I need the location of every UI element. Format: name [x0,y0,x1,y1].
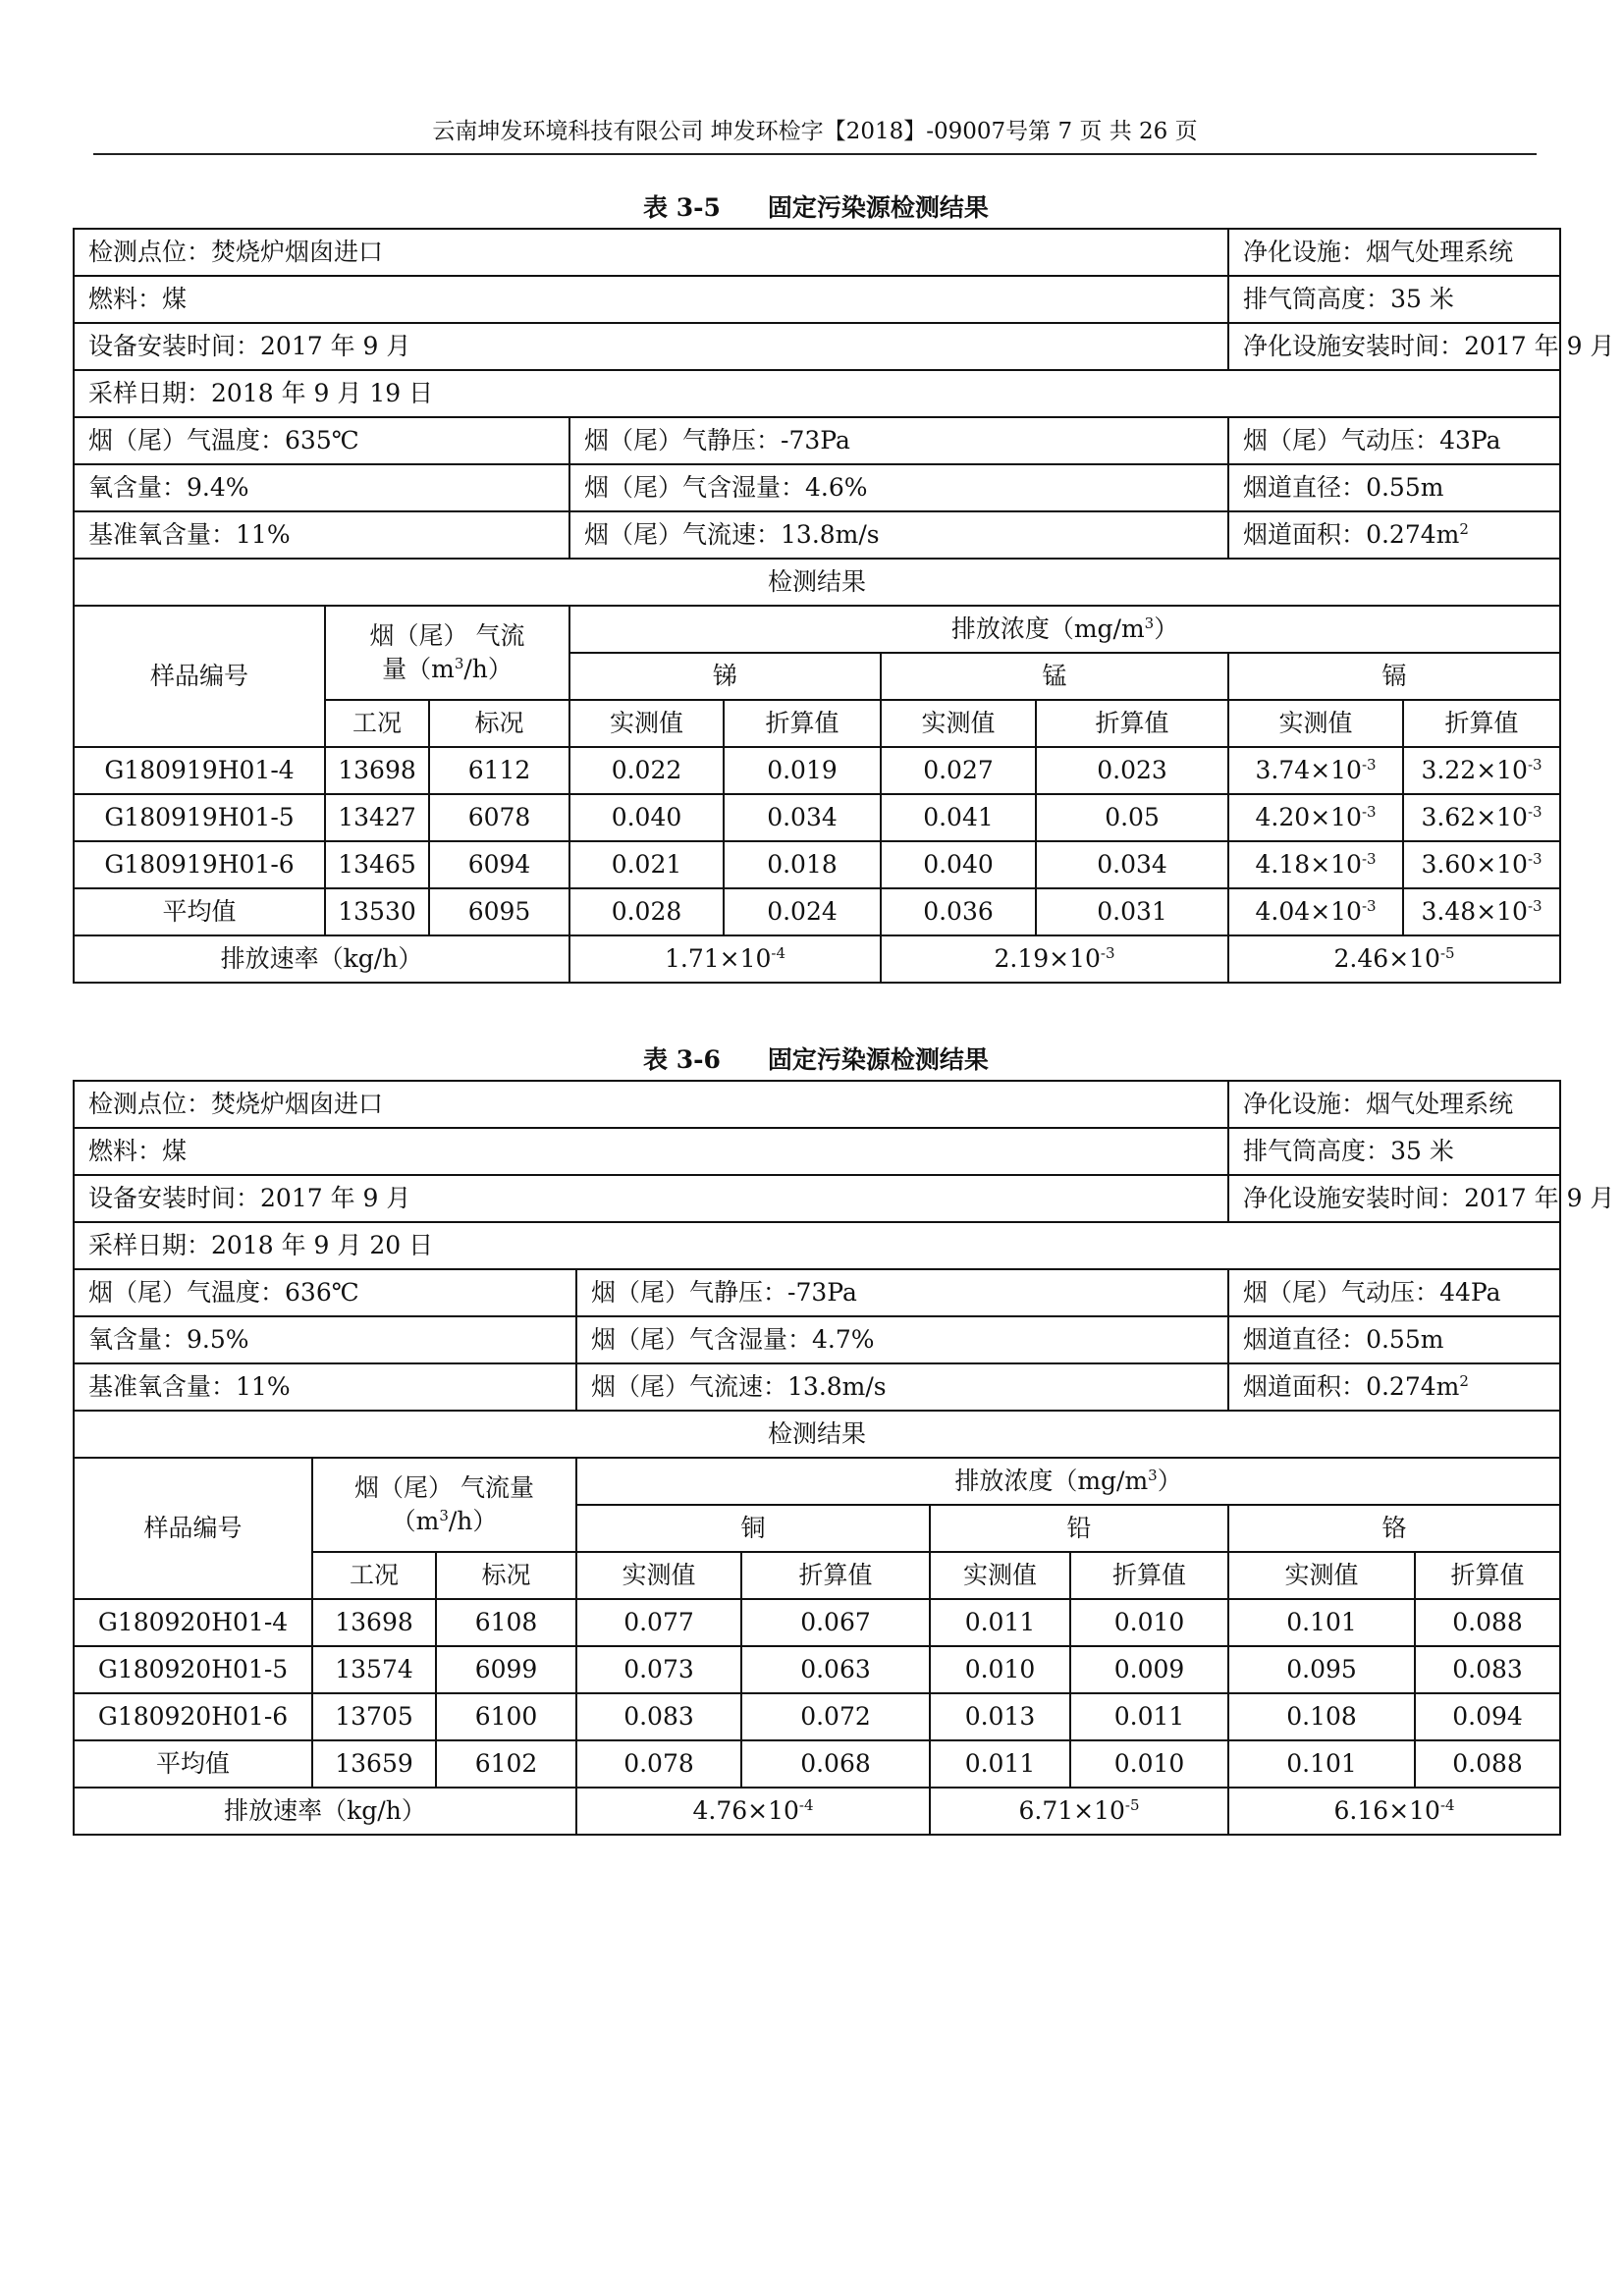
converted-value: 0.034 [724,794,881,841]
gas-temperature: 635℃ [285,426,359,454]
col-header-measured: 实测值 [1228,1552,1415,1599]
gas-velocity: 13.8m/s [787,1372,887,1401]
converted-value: 0.088 [1415,1740,1560,1788]
measured-value: 0.108 [1228,1693,1415,1740]
info-cell: 设备安装时间：2017 年 9 月 [74,323,1228,370]
rate-row [74,1788,1560,1835]
emission-rate: $2.19\times 10^{-3}$ [881,935,1228,983]
table-caption [73,1042,1559,1078]
converted-value: 0.010 [1070,1599,1228,1646]
measured-value: $3.74\times 10^{-3}$ [1228,747,1403,794]
sampling-date: 2018 年 9 月 20 日 [211,1231,434,1259]
dynamic-pressure: 43Pa [1439,426,1501,454]
flow-standard: 6100 [436,1693,576,1740]
table-row [74,747,1560,794]
info-cell: 烟（尾）气含湿量：4.6% [569,464,1228,511]
table-row [74,1646,1560,1693]
converted-value: 0.019 [724,747,881,794]
equipment-install-time: 2017 年 9 月 [260,332,411,360]
measured-value: 0.010 [930,1646,1070,1693]
col-header-flow: 烟（尾） 气流量 $(m^3/h)$ [312,1458,576,1552]
reference-oxygen: 11% [236,1372,291,1401]
flow-working: 13698 [325,747,429,794]
info-cell: 燃料：煤 [74,1128,1228,1175]
col-header-sample-no: 样品编号 [74,606,325,747]
sample-id: G180919H01-6 [74,841,325,888]
converted-value: 0.05 [1036,794,1228,841]
col-header-measured: 实测值 [569,700,724,747]
col-header-converted: 折算值 [1070,1552,1228,1599]
measured-value: 0.101 [1228,1599,1415,1646]
flow-standard: 6112 [429,747,569,794]
info-cell: 基准氧含量：11% [74,1363,576,1411]
dynamic-pressure: 44Pa [1439,1278,1501,1307]
stack-height: 35 米 [1390,285,1454,313]
flow-standard: 6102 [436,1740,576,1788]
metal-header: 锑 [569,653,881,700]
average-label: 平均值 [74,888,325,935]
measured-value: $4.04\times 10^{-3}$ [1228,888,1403,935]
col-header-standard: 标况 [436,1552,576,1599]
oxygen-content: 9.5% [187,1325,249,1354]
static-pressure: -73Pa [787,1278,857,1307]
info-cell: 采样日期：2018 年 9 月 20 日 [74,1222,1560,1269]
measured-value: 0.078 [576,1740,741,1788]
page-header: 云南坤发环境科技有限公司 坤发环检字【2018】-09007号第 7 页 共 26 页 [93,110,1537,155]
info-cell: 排气筒高度：35 米 [1228,1128,1560,1175]
measured-value: 0.040 [881,841,1036,888]
average-row [74,888,1560,935]
equipment-install-time: 2017 年 9 月 [260,1184,411,1212]
purification-facility: 烟气处理系统 [1366,238,1514,266]
col-header-standard: 标况 [429,700,569,747]
measured-value: 0.022 [569,747,724,794]
info-cell: 设备安装时间：2017 年 9 月 [74,1175,1228,1222]
table-number: 表 3-6 [643,1045,721,1074]
col-header-concentration: 排放浓度$(mg/m^3)$ [576,1458,1560,1505]
measured-value: $4.20\times 10^{-3}$ [1228,794,1403,841]
rate-label: 排放速率（kg/h） [74,1788,576,1835]
purification-facility: 烟气处理系统 [1366,1090,1514,1118]
reference-oxygen: 11% [236,520,291,549]
results-table-3-5 [73,228,1615,984]
flow-working: 13530 [325,888,429,935]
info-cell: 烟（尾）气流速：13.8m/s [576,1363,1228,1411]
info-cell: 烟（尾）气含湿量：4.7% [576,1316,1228,1363]
converted-value: 0.072 [741,1693,930,1740]
info-cell: 烟（尾）气静压：-73Pa [576,1269,1228,1316]
info-cell: 氧含量：9.4% [74,464,569,511]
table-row [74,1693,1560,1740]
converted-value: $3.60\times 10^{-3}$ [1403,841,1560,888]
results-table-3-6 [73,1080,1615,1836]
facility-install-time: 2017 年 9 月 [1464,332,1615,360]
duct-area: $0.274m^2$ [1366,1372,1469,1401]
measured-value: $4.18\times 10^{-3}$ [1228,841,1403,888]
emission-rate: $1.71\times 10^{-4}$ [569,935,881,983]
info-cell: 烟（尾）气流速：13.8m/s [569,511,1228,559]
info-cell: 烟（尾）气静压：-73Pa [569,417,1228,464]
metal-header: 铅 [930,1505,1228,1552]
converted-value: 0.023 [1036,747,1228,794]
duct-diameter: 0.55m [1366,473,1444,502]
info-cell: 烟（尾）气温度：635℃ [74,417,569,464]
converted-value: 0.034 [1036,841,1228,888]
flow-working: 13427 [325,794,429,841]
converted-value: 0.009 [1070,1646,1228,1693]
col-header-measured: 实测值 [1228,700,1403,747]
flow-standard: 6078 [429,794,569,841]
info-cell: 氧含量：9.5% [74,1316,576,1363]
info-cell: 烟（尾）气动压：44Pa [1228,1269,1560,1316]
info-cell: 净化设施安装时间：2017 年 9 月 [1228,1175,1560,1222]
average-row [74,1740,1560,1788]
col-header-converted: 折算值 [741,1552,930,1599]
info-cell: 排气筒高度：35 米 [1228,276,1560,323]
stack-height: 35 米 [1390,1137,1454,1165]
emission-rate: $2.46\times 10^{-5}$ [1228,935,1560,983]
measured-value: 0.011 [930,1740,1070,1788]
measured-value: 0.041 [881,794,1036,841]
average-label: 平均值 [74,1740,312,1788]
oxygen-content: 9.4% [187,473,249,502]
sample-id: G180919H01-5 [74,794,325,841]
info-cell: 采样日期：2018 年 9 月 19 日 [74,370,1560,417]
measured-value: 0.083 [576,1693,741,1740]
facility-install-time: 2017 年 9 月 [1464,1184,1615,1212]
sample-id: G180920H01-4 [74,1599,312,1646]
table-row [74,841,1560,888]
col-header-converted: 折算值 [1036,700,1228,747]
fuel: 煤 [162,1137,188,1165]
static-pressure: -73Pa [781,426,850,454]
rate-label: 排放速率（kg/h） [74,935,569,983]
gas-velocity: 13.8m/s [781,520,880,549]
info-cell: 净化设施：烟气处理系统 [1228,229,1560,276]
monitoring-point: 焚烧炉烟囱进口 [211,238,384,266]
monitoring-point: 焚烧炉烟囱进口 [211,1090,384,1118]
duct-area: $0.274m^2$ [1366,520,1469,549]
measured-value: 0.036 [881,888,1036,935]
col-header-concentration: 排放浓度$(mg/m^3)$ [569,606,1560,653]
converted-value: 0.031 [1036,888,1228,935]
section-heading: 检测结果 [74,1411,1560,1458]
flow-working: 13574 [312,1646,436,1693]
converted-value: 0.083 [1415,1646,1560,1693]
info-cell: 烟道面积：$0.274m^2$ [1228,511,1560,559]
col-header-sample-no: 样品编号 [74,1458,312,1599]
measured-value: 0.101 [1228,1740,1415,1788]
flow-standard: 6108 [436,1599,576,1646]
sample-id: G180919H01-4 [74,747,325,794]
measured-value: 0.027 [881,747,1036,794]
emission-rate: $6.16\times 10^{-4}$ [1228,1788,1560,1835]
info-cell: 基准氧含量：11% [74,511,569,559]
info-cell: 烟（尾）气温度：636℃ [74,1269,576,1316]
metal-header: 锰 [881,653,1228,700]
info-cell: 燃料：煤 [74,276,1228,323]
measured-value: 0.011 [930,1599,1070,1646]
table-row [74,1599,1560,1646]
flow-standard: 6099 [436,1646,576,1693]
measured-value: 0.028 [569,888,724,935]
emission-rate: $4.76\times 10^{-4}$ [576,1788,930,1835]
table-row [74,794,1560,841]
sample-id: G180920H01-6 [74,1693,312,1740]
sampling-date: 2018 年 9 月 19 日 [211,379,434,407]
converted-value: $3.22\times 10^{-3}$ [1403,747,1560,794]
info-cell: 净化设施：烟气处理系统 [1228,1081,1560,1128]
flow-standard: 6095 [429,888,569,935]
converted-value: $3.48\times 10^{-3}$ [1403,888,1560,935]
metal-header: 铜 [576,1505,930,1552]
col-header-flow: 烟（尾） 气流 量$(m^3/h)$ [325,606,569,700]
flow-working: 13659 [312,1740,436,1788]
converted-value: 0.067 [741,1599,930,1646]
metal-header: 镉 [1228,653,1560,700]
converted-value: 0.068 [741,1740,930,1788]
col-header-converted: 折算值 [1403,700,1560,747]
table-number: 表 3-5 [643,193,721,222]
section-heading: 检测结果 [74,559,1560,606]
moisture-content: 4.6% [805,473,868,502]
measured-value: 0.077 [576,1599,741,1646]
col-header-measured: 实测值 [881,700,1036,747]
measured-value: 0.095 [1228,1646,1415,1693]
gas-temperature: 636℃ [285,1278,359,1307]
info-cell: 检测点位：焚烧炉烟囱进口 [74,1081,1228,1128]
table-title: 固定污染源检测结果 [767,1045,989,1074]
measured-value: 0.013 [930,1693,1070,1740]
table-title: 固定污染源检测结果 [767,193,989,222]
info-cell: 烟（尾）气动压：43Pa [1228,417,1560,464]
info-cell: 烟道直径：0.55m [1228,464,1560,511]
flow-working: 13465 [325,841,429,888]
measured-value: 0.073 [576,1646,741,1693]
info-cell: 烟道面积：$0.274m^2$ [1228,1363,1560,1411]
flow-standard: 6094 [429,841,569,888]
converted-value: 0.018 [724,841,881,888]
fuel: 煤 [162,285,188,313]
col-header-measured: 实测值 [576,1552,741,1599]
sample-id: G180920H01-5 [74,1646,312,1693]
info-cell: 检测点位：焚烧炉烟囱进口 [74,229,1228,276]
table-caption [73,190,1559,226]
col-header-working: 工况 [325,700,429,747]
metal-header: 铬 [1228,1505,1560,1552]
col-header-converted: 折算值 [1415,1552,1560,1599]
converted-value: $3.62\times 10^{-3}$ [1403,794,1560,841]
converted-value: 0.094 [1415,1693,1560,1740]
converted-value: 0.024 [724,888,881,935]
flow-working: 13698 [312,1599,436,1646]
converted-value: 0.010 [1070,1740,1228,1788]
col-header-converted: 折算值 [724,700,881,747]
duct-diameter: 0.55m [1366,1325,1444,1354]
measured-value: 0.040 [569,794,724,841]
converted-value: 0.063 [741,1646,930,1693]
moisture-content: 4.7% [812,1325,875,1354]
converted-value: 0.088 [1415,1599,1560,1646]
info-cell: 烟道直径：0.55m [1228,1316,1560,1363]
col-header-measured: 实测值 [930,1552,1070,1599]
col-header-working: 工况 [312,1552,436,1599]
converted-value: 0.011 [1070,1693,1228,1740]
flow-working: 13705 [312,1693,436,1740]
rate-row [74,935,1560,983]
info-cell: 净化设施安装时间：2017 年 9 月 [1228,323,1560,370]
emission-rate: $6.71\times 10^{-5}$ [930,1788,1228,1835]
measured-value: 0.021 [569,841,724,888]
